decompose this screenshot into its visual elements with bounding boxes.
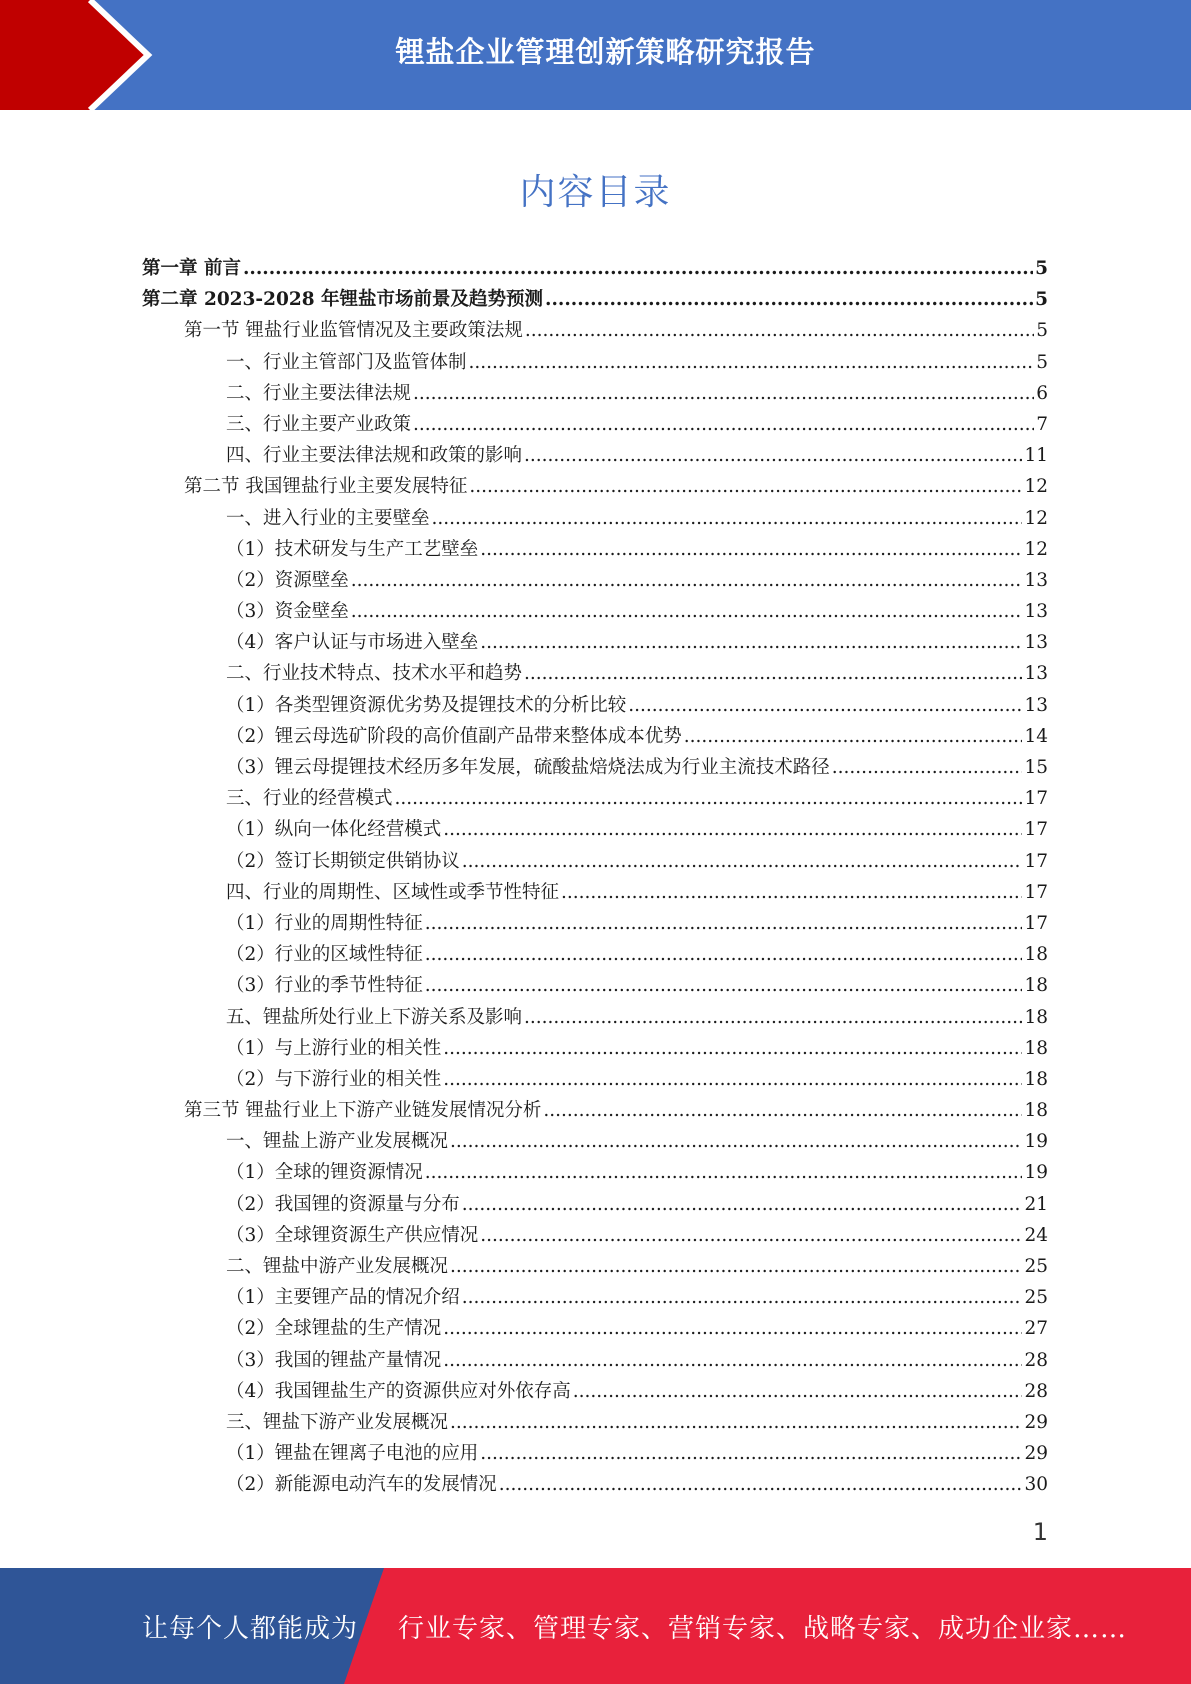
toc-dot-leader [450, 1407, 1022, 1438]
toc-entry-page: 18 [1024, 1006, 1048, 1028]
toc-entry-label: （1）纵向一体化经营模式 [226, 819, 442, 841]
toc-entry-page: 25 [1024, 1256, 1048, 1277]
toc-dot-leader [243, 253, 1033, 284]
toc-entry-page: 25 [1024, 1287, 1048, 1309]
toc-entry-label: （1）全球的锂资源情况 [226, 1162, 423, 1184]
toc-entry[interactable] [142, 1469, 1048, 1500]
toc-entry[interactable] [142, 1376, 1048, 1407]
toc-entry-label: （3）资金壁垒 [226, 601, 349, 623]
toc-entry[interactable] [142, 1251, 1048, 1282]
toc-entry-label: 第一章 前言 [142, 258, 241, 279]
toc-entry[interactable] [142, 378, 1048, 409]
toc-entry-label: 二、行业主要法律法规 [226, 382, 412, 404]
toc-entry-page: 5 [1035, 289, 1048, 311]
toc-entry-page: 21 [1024, 1193, 1048, 1215]
toc-entry-label: 一、行业主管部门及监管体制 [226, 351, 467, 373]
toc-entry[interactable] [142, 814, 1048, 845]
toc-entry[interactable] [142, 783, 1048, 814]
toc-entry[interactable] [142, 1407, 1048, 1438]
toc-dot-leader [425, 939, 1023, 970]
toc-entry-label: （3）行业的季节性特征 [226, 975, 423, 997]
toc-entry[interactable] [142, 877, 1048, 908]
toc-entry-label: （3）全球锂资源生产供应情况 [226, 1224, 479, 1246]
toc-dot-leader [443, 1313, 1022, 1344]
toc-entry-label: （2）与下游行业的相关性 [226, 1068, 442, 1090]
toc-entry[interactable] [142, 1282, 1048, 1313]
toc-entry-page: 13 [1024, 632, 1048, 654]
toc-dot-leader [499, 1469, 1023, 1500]
toc-dot-leader [432, 503, 1023, 534]
toc-entry-label: （2）行业的区域性特征 [226, 944, 423, 966]
toc-dot-leader [351, 565, 1023, 596]
toc-entry-page: 17 [1024, 819, 1048, 841]
toc-entry-page: 6 [1036, 382, 1048, 404]
toc-entry-label: （1）锂盐在锂离子电池的应用 [226, 1443, 479, 1465]
toc-entry[interactable] [142, 440, 1048, 471]
toc-entry-page: 13 [1024, 569, 1048, 591]
toc-entry-page: 17 [1024, 912, 1048, 934]
toc-entry[interactable] [142, 1438, 1048, 1469]
toc-entry[interactable] [142, 1126, 1048, 1157]
toc-dot-leader [524, 440, 1022, 471]
toc-entry[interactable] [142, 1220, 1048, 1251]
toc-entry-label: 二、行业技术特点、技术水平和趋势 [226, 663, 523, 685]
toc-entry-page: 15 [1024, 757, 1048, 778]
toc-entry-label: （1）各类型锂资源优劣势及提锂技术的分析比较 [226, 694, 627, 716]
toc-entry-page: 17 [1024, 850, 1048, 872]
toc-entry[interactable] [142, 846, 1048, 877]
toc-entry-page: 18 [1024, 1068, 1048, 1090]
toc-entry-page: 19 [1024, 1131, 1048, 1153]
toc-entry-page: 17 [1024, 788, 1048, 810]
toc-entry-page: 5 [1036, 320, 1048, 342]
toc-dot-leader [524, 1002, 1022, 1033]
toc-entry-page: 13 [1024, 663, 1048, 685]
toc-entry-label: 第二章 2023-2028 年锂盐市场前景及趋势预测 [142, 289, 544, 311]
page-number: 1 [1032, 1518, 1048, 1546]
footer-slogan-left: 让每个人都能成为 [142, 1613, 359, 1644]
toc-entry-page: 29 [1024, 1411, 1048, 1433]
toc-dot-leader [543, 1095, 1022, 1126]
toc-entry-page: 11 [1024, 445, 1048, 467]
toc-dot-leader [832, 752, 1023, 783]
toc-entry-page: 18 [1024, 944, 1048, 966]
toc-dot-leader [684, 721, 1023, 752]
toc-dot-leader [628, 690, 1022, 721]
toc-dot-leader [480, 1220, 1022, 1251]
toc-dot-leader [395, 783, 1023, 814]
toc-dot-leader [573, 1376, 1023, 1407]
toc-entry[interactable] [142, 503, 1048, 534]
toc-entry[interactable] [142, 1189, 1048, 1220]
toc-entry-label: 三、行业主要产业政策 [226, 413, 412, 435]
toc-dot-leader [450, 1126, 1022, 1157]
toc-entry[interactable] [142, 721, 1048, 752]
toc-entry[interactable] [142, 1064, 1048, 1095]
toc-dot-leader [443, 1064, 1022, 1095]
toc-entry-page: 30 [1024, 1474, 1048, 1496]
toc-entry[interactable] [142, 970, 1048, 1001]
toc-entry-page: 24 [1024, 1224, 1048, 1246]
toc-dot-leader [413, 409, 1034, 440]
toc-entry[interactable] [142, 908, 1048, 939]
toc-entry-label: 第二节 我国锂盐行业主要发展特征 [184, 476, 468, 498]
toc-dot-leader [524, 658, 1022, 689]
toc-entry-page: 14 [1024, 725, 1048, 747]
toc-entry-page: 7 [1036, 413, 1048, 435]
toc-entry-page: 18 [1024, 1037, 1048, 1059]
toc-entry[interactable] [142, 253, 1048, 284]
toc-entry-label: （4）客户认证与市场进入壁垒 [226, 632, 479, 654]
toc-entry-page: 28 [1024, 1349, 1048, 1371]
toc-dot-leader [545, 284, 1033, 315]
toc-dot-leader [480, 534, 1022, 565]
toc-entry[interactable] [142, 284, 1048, 315]
toc-entry[interactable] [142, 315, 1048, 346]
toc-entry[interactable] [142, 658, 1048, 689]
toc-entry-label: 四、行业主要法律法规和政策的影响 [226, 445, 523, 467]
toc-entry-label: （2）资源壁垒 [226, 569, 349, 591]
toc-entry[interactable] [142, 1002, 1048, 1033]
toc-entry[interactable] [142, 1157, 1048, 1188]
toc-entry-page: 13 [1024, 694, 1048, 716]
toc-entry-label: 四、行业的周期性、区域性或季节性特征 [226, 881, 560, 903]
toc-dot-leader [425, 970, 1023, 1001]
toc-entry-label: （3）我国的锂盐产量情况 [226, 1349, 442, 1371]
toc-entry[interactable] [142, 534, 1048, 565]
toc-entry-page: 12 [1024, 476, 1048, 498]
toc-entry[interactable] [142, 1033, 1048, 1064]
page-footer [0, 1568, 1191, 1684]
toc-entry[interactable] [142, 939, 1048, 970]
toc-dot-leader [480, 1438, 1022, 1469]
toc-entry[interactable] [142, 565, 1048, 596]
toc-entry-label: （1）技术研发与生产工艺壁垒 [226, 538, 479, 560]
toc-entry[interactable] [142, 1095, 1048, 1126]
toc-dot-leader [469, 471, 1022, 502]
toc-entry-label: 三、锂盐下游产业发展概况 [226, 1411, 449, 1433]
toc-entry-label: （3）锂云母提锂技术经历多年发展，硫酸盐焙烧法成为行业主流技术路径 [226, 757, 830, 778]
toc-entry-page: 28 [1024, 1380, 1048, 1402]
toc-dot-leader [443, 1345, 1022, 1376]
toc-entry-page: 29 [1024, 1443, 1048, 1465]
toc-entry-label: 二、锂盐中游产业发展概况 [226, 1256, 449, 1277]
toc-dot-leader [525, 315, 1034, 346]
report-title: 锂盐企业管理创新策略研究报告 [395, 34, 816, 69]
toc-entry-page: 19 [1024, 1162, 1048, 1184]
toc-entry[interactable] [142, 1313, 1048, 1344]
toc-entry-page: 12 [1024, 538, 1048, 560]
toc-entry-page: 27 [1024, 1318, 1048, 1340]
toc-entry-page: 5 [1036, 351, 1048, 373]
toc-entry-label: （1）行业的周期性特征 [226, 912, 423, 934]
toc-dot-leader [469, 347, 1035, 378]
toc-dot-leader [425, 1157, 1023, 1188]
toc-entry-page: 18 [1024, 1100, 1048, 1122]
toc-entry[interactable] [142, 471, 1048, 502]
toc-heading: 内容目录 [519, 172, 672, 213]
toc-entry-label: （2）锂云母选矿阶段的高价值副产品带来整体成本优势 [226, 725, 682, 747]
toc-entry-label: （4）我国锂盐生产的资源供应对外依存高 [226, 1380, 571, 1402]
toc-entry-page: 17 [1024, 881, 1048, 903]
toc-dot-leader [462, 1189, 1023, 1220]
toc-dot-leader [443, 1033, 1022, 1064]
toc-entry-label: （1）与上游行业的相关性 [226, 1037, 442, 1059]
toc-entry-label: 第一节 锂盐行业监管情况及主要政策法规 [184, 320, 523, 342]
toc-entry[interactable] [142, 752, 1048, 783]
toc-entry[interactable] [142, 690, 1048, 721]
toc-dot-leader [480, 627, 1022, 658]
toc-entry[interactable] [142, 596, 1048, 627]
toc-entry-label: （2）全球锂盐的生产情况 [226, 1318, 442, 1340]
toc-dot-leader [450, 1251, 1022, 1282]
toc-entry[interactable] [142, 409, 1048, 440]
toc-entry-page: 12 [1024, 507, 1048, 529]
toc-entry-label: （2）签订长期锁定供销协议 [226, 850, 460, 872]
toc-entry-label: 五、锂盐所处行业上下游关系及影响 [226, 1006, 523, 1028]
toc-entry[interactable] [142, 347, 1048, 378]
toc-entry-label: （2）新能源电动汽车的发展情况 [226, 1474, 497, 1496]
toc-dot-leader [462, 846, 1023, 877]
table-of-contents [142, 253, 1048, 1501]
toc-entry-label: （1）主要锂产品的情况介绍 [226, 1287, 460, 1309]
toc-dot-leader [413, 378, 1034, 409]
toc-dot-leader [462, 1282, 1023, 1313]
footer-slogan-right: 行业专家、管理专家、营销专家、战略专家、成功企业家…… [398, 1613, 1128, 1644]
toc-entry-label: 一、锂盐上游产业发展概况 [226, 1131, 449, 1153]
toc-entry-label: 一、进入行业的主要壁垒 [226, 507, 430, 529]
toc-entry-label: （2）我国锂的资源量与分布 [226, 1193, 460, 1215]
toc-entry[interactable] [142, 627, 1048, 658]
toc-dot-leader [351, 596, 1023, 627]
toc-entry-page: 5 [1035, 258, 1048, 279]
toc-entry[interactable] [142, 1345, 1048, 1376]
page-header [0, 0, 1191, 110]
toc-entry-label: 三、行业的经营模式 [226, 788, 393, 810]
toc-dot-leader [443, 814, 1022, 845]
toc-entry-page: 18 [1024, 975, 1048, 997]
toc-entry-label: 第三节 锂盐行业上下游产业链发展情况分析 [184, 1100, 542, 1122]
toc-dot-leader [425, 908, 1023, 939]
toc-dot-leader [561, 877, 1022, 908]
toc-entry-page: 13 [1024, 601, 1048, 623]
